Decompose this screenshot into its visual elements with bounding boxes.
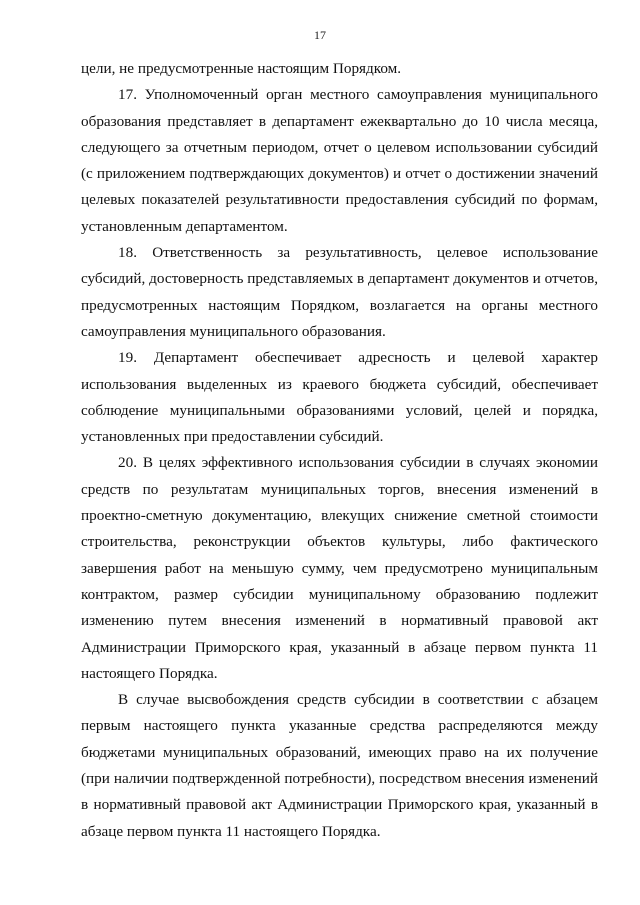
paragraph-item-20-second: В случае высвобождения средств субсидии в соответствии с абзацем первым настоящего пункта указанные средства распределяются между бюджетами муниципальных образований, имеющих право на их получение (при наличии подтвержденной потребности), посредством внесения изменений в нормативный правовой акт Администрации Приморского края, указанный в абзаце первом пункта 11 настоящего Порядка. (81, 691, 598, 840)
page-number: 17 (314, 28, 326, 42)
paragraph-item-20: 20. В целях эффективного использования субсидии в случаях экономии средств по результатам муниципальных торгов, внесения изменений в проектно-сметную документацию, влекущих снижение сметной стоимости строительства, реконструкции объектов культуры, либо фактического завершения работ на меньшую сумму, чем предусмотрено муниципальным контрактом, размер субсидии муниципальному образованию подлежит изменению путем внесения изменений в нормативный правовой акт Администрации Приморского края, указанный в абзаце первом пункта 11 настоящего Порядка. (81, 454, 598, 682)
paragraph-item-17: 17. Уполномоченный орган местного самоуправления муниципального образования представляет в департамент ежеквартально до 10 числа месяца, следующего за отчетным периодом, отчет о целевом использовании субсидий (с приложением подтверждающих документов) и отчет о достижении значений целевых показателей результативности предоставления субсидий по формам, установленным департаментом. (81, 86, 598, 235)
document-body (81, 56, 598, 845)
paragraph-item-18: 18. Ответственность за результативность, целевое использование субсидий, достоверность представляемых в департамент документов и отчетов, предусмотренных настоящим Порядком, возлагается на органы местного самоуправления муниципального образования. (81, 244, 598, 340)
paragraph-continuation: цели, не предусмотренные настоящим Порядком. (81, 60, 402, 77)
paragraph-item-19: 19. Департамент обеспечивает адресность и целевой характер использования выделенных из краевого бюджета субсидий, обеспечивает соблюдение муниципальными образованиями условий, целей и порядка, установленных при предоставлении субсидий. (81, 349, 598, 446)
